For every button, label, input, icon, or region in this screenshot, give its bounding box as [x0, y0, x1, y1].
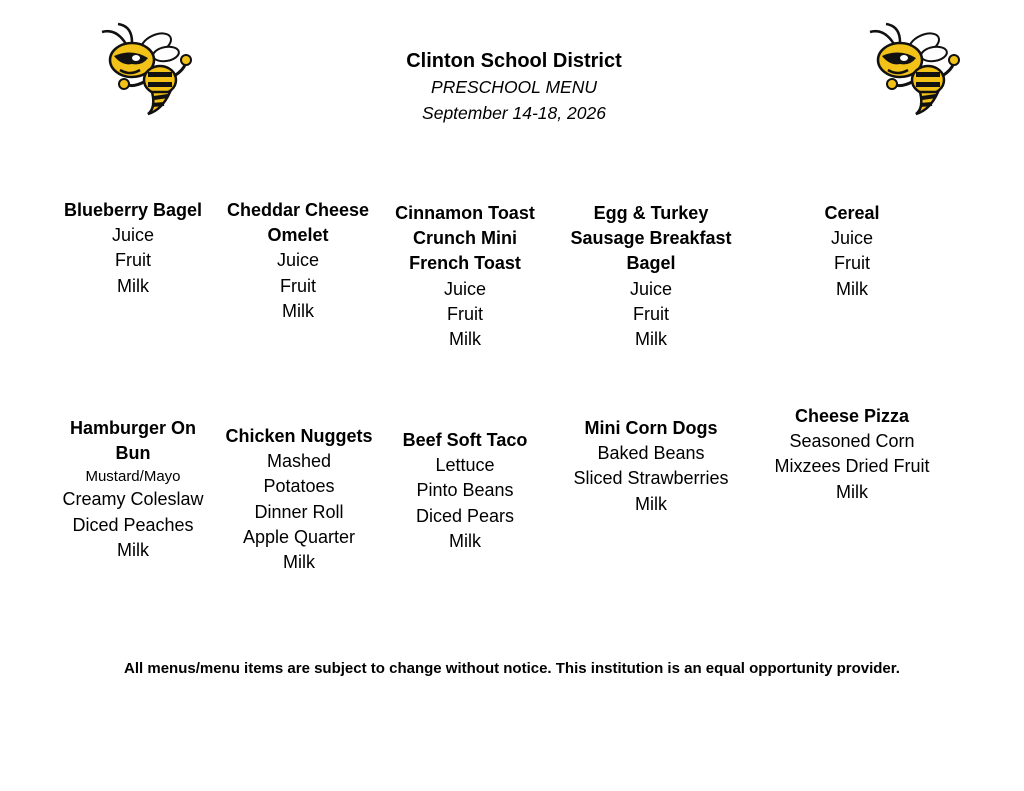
- menu-item: Diced Peaches: [72, 514, 194, 535]
- day-monday-lunch: [48, 416, 218, 563]
- menu-item: Milk: [117, 275, 149, 296]
- day-wednesday-breakfast: [380, 201, 550, 352]
- menu-item: Diced Pears: [415, 505, 515, 526]
- entree: Chicken Nuggets: [225, 426, 373, 446]
- day-friday-breakfast: [767, 201, 937, 302]
- entree: Cheese Pizza: [794, 406, 910, 426]
- menu-item: Mixzees Dried Fruit: [774, 456, 930, 477]
- menu-item: Milk: [635, 329, 667, 350]
- menu-item: Juice: [276, 250, 320, 271]
- menu-item: Milk: [449, 329, 481, 350]
- day-thursday-breakfast: [566, 201, 736, 352]
- menu-item: Juice: [629, 278, 673, 299]
- menu-item: Fruit: [280, 275, 316, 296]
- menu-item: Milk: [283, 552, 315, 573]
- day-thursday-lunch: [566, 416, 736, 517]
- menu-item: Creamy Coleslaw: [62, 489, 204, 510]
- menu-header: [312, 48, 716, 126]
- yellow-jacket-icon: [96, 22, 192, 118]
- entree: Beef Soft Taco: [402, 430, 528, 450]
- disclaimer-text: All menus/menu items are subject to change without notice. This institution is an equal opportunity provider.: [124, 660, 900, 677]
- menu-item: Fruit: [447, 303, 483, 324]
- entree: Crunch Mini: [413, 228, 517, 249]
- entree: Egg & Turkey: [593, 203, 709, 223]
- menu-item: Pinto Beans: [416, 480, 514, 501]
- menu-dates: September 14-18, 2026: [422, 103, 606, 123]
- menu-item: Seasoned Corn: [789, 431, 915, 452]
- entree: French Toast: [409, 253, 521, 274]
- menu-item: Baked Beans: [597, 443, 705, 464]
- menu-item: Juice: [111, 225, 155, 246]
- menu-item: Potatoes: [263, 476, 335, 497]
- entree: Cinnamon Toast: [395, 203, 535, 223]
- menu-item: Sliced Strawberries: [573, 468, 729, 489]
- entree: Mini Corn Dogs: [584, 418, 718, 438]
- menu-item: Mashed: [266, 451, 332, 472]
- menu-item: Lettuce: [435, 455, 495, 476]
- entree: Cereal: [824, 203, 880, 223]
- menu-item: Fruit: [115, 250, 151, 271]
- entree: Sausage Breakfast: [570, 228, 732, 249]
- menu-item: Milk: [836, 278, 868, 299]
- menu-item: Milk: [449, 530, 481, 551]
- menu-item: Milk: [836, 481, 868, 502]
- entree: Omelet: [267, 225, 329, 246]
- entree: Blueberry Bagel: [63, 200, 203, 220]
- menu-item: Fruit: [834, 253, 870, 274]
- menu-item: Juice: [443, 278, 487, 299]
- menu-item: Milk: [635, 493, 667, 514]
- menu-subtitle: PRESCHOOL MENU: [431, 77, 597, 97]
- day-tuesday-breakfast: [213, 198, 383, 324]
- menu-item: Fruit: [633, 303, 669, 324]
- entree: Bagel: [626, 253, 676, 274]
- day-tuesday-lunch: [214, 424, 384, 575]
- district-title: Clinton School District: [406, 50, 622, 72]
- condiment-note: Mustard/Mayo: [85, 468, 181, 486]
- entree: Hamburger On: [69, 418, 197, 438]
- menu-item: Apple Quarter: [242, 526, 356, 547]
- menu-item: Dinner Roll: [254, 501, 344, 522]
- yellow-jacket-icon: [864, 22, 960, 118]
- menu-item: Juice: [830, 228, 874, 249]
- day-wednesday-lunch: [380, 428, 550, 554]
- entree: Bun: [115, 443, 151, 464]
- menu-item: Milk: [117, 539, 149, 560]
- day-monday-breakfast: [48, 198, 218, 299]
- menu-item: Milk: [282, 300, 314, 321]
- day-friday-lunch: [752, 404, 952, 505]
- entree: Cheddar Cheese: [226, 200, 370, 220]
